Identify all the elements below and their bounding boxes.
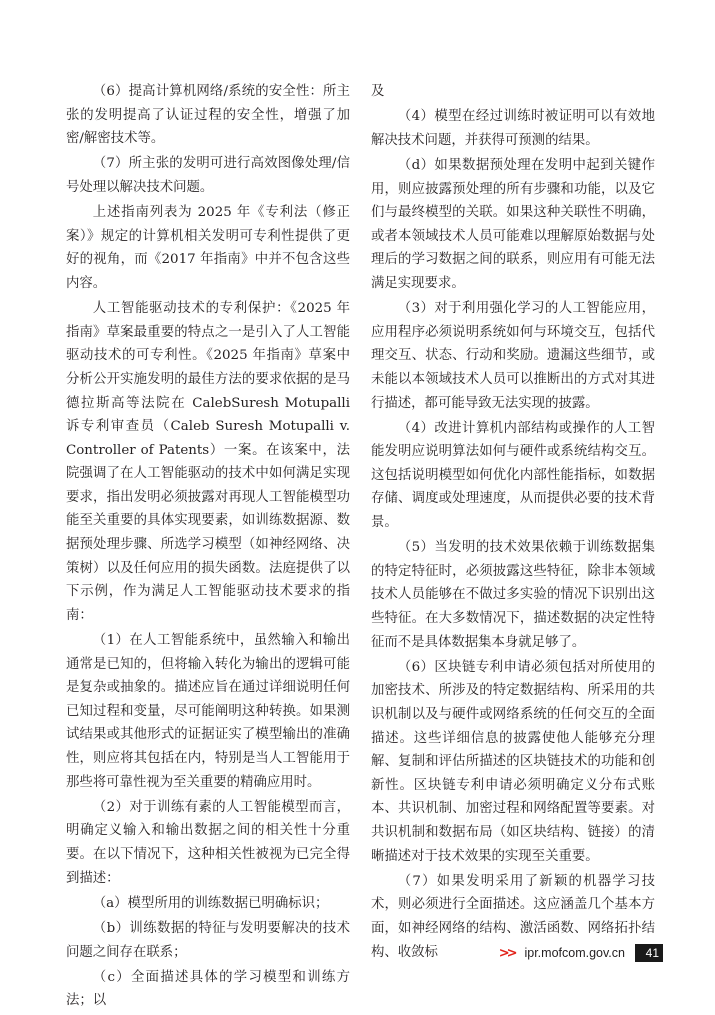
paragraph: （7）所主张的发明可进行高效图像处理/信号处理以解决技术问题。 <box>66 156 350 195</box>
footer-url[interactable]: ipr.mofcom.gov.cn <box>524 946 625 960</box>
paragraph-continuation: 及 <box>371 84 385 99</box>
paragraph: （d）如果数据预处理在发明中起到关键作用，则应披露预处理的所有步骤和功能，以及它们与最终模型的关联。如果这种关联性不明确，或者本领域技术人员可能难以理解原始数据与处理后的学习数据之间的联系，则应用有可能无法满足实现要求。 <box>371 157 655 291</box>
paragraph: 上述指南列表为 2025 年《专利法（修正案）》规定的计算机相关发明可专利性提供了更好的视角，而《2017 年指南》中并不包含这些内容。 <box>66 205 350 291</box>
paragraph: （c）全面描述具体的学习模型和训练方法；以 <box>66 969 350 1009</box>
paragraph: （1）在人工智能系统中，虽然输入和输出通常是已知的，但将输入转化为输出的逻辑可能是复杂或抽象的。描述应旨在通过详细说明任何已知过程和变量，尽可能阐明这种转换。如果测试结果或其他形式的证据证实了模型输出的准确性，则应将其包括在内，特别是当人工智能用于那些将可靠性视为至关重要的精确应用时。 <box>66 633 350 790</box>
paragraph: （a）模型所用的训练数据已明确标识； <box>92 895 329 911</box>
page-footer <box>499 944 663 962</box>
paragraph: （4）模型在经过训练时被证明可以有效地解决技术问题，并获得可预测的结果。 <box>371 109 655 148</box>
paragraph: 人工智能驱动技术的专利保护：《2025 年指南》草案最重要的特点之一是引入了人工智能驱动技术的可专利性。《2025 年指南》草案中分析公开实施发明的最佳方法的要求依据的是马德拉斯高等法院在 CalebSuresh Motupalli 诉专利审查员（Caleb Suresh Motupalli v. Controller of Patents）一案。在该案中，法院强调了在人工智能驱动的技术中如何满足实现要求，指出发明必须披露对再现人工智能模型功能至关重要的具体实现要素，如训练数据源、数据预处理步骤、所选学习模型（如神经网络、决策树）以及任何应用的损失函数。法庭提供了以下示例，作为满足人工智能驱动技术要求的指南： <box>66 301 350 623</box>
paragraph: （6）区块链专利申请必须包括对所使用的加密技术、所涉及的特定数据结构、所采用的共识机制以及与硬件或网络系统的任何交互的全面描述。这些详细信息的披露使他人能够充分理解、复制和评估所描述的区块链技术的功能和创新性。区块链专利申请必须明确定义分布式账本、共识机制、加密过程和网络配置等要素。对共识机制和数据布局（如区块结构、链接）的清晰描述对于技术效果的实现至关重要。 <box>371 659 655 864</box>
page-number: 41 <box>635 944 663 962</box>
paragraph: （5）当发明的技术效果依赖于训练数据集的特定特征时，必须披露这些特征，除非本领域技术人员能够在不做过多实验的情况下识别出这些特征。在大多数情况下，描述数据的决定性特征而不是具体数据集本身就足够了。 <box>371 540 655 650</box>
paragraph: （6）提高计算机网络/系统的安全性：所主张的发明提高了认证过程的安全性，增强了加密/解密技术等。 <box>66 84 350 147</box>
paragraph: （b）训练数据的特征与发明要解决的技术问题之间存在联系； <box>66 920 350 960</box>
right-column <box>371 80 655 966</box>
paragraph: （3）对于利用强化学习的人工智能应用，应用程序必须说明系统如何与环境交互，包括代理交互、状态、行动和奖励。遗漏这些细节，或未能以本领域技术人员可以推断出的方式对其进行描述，都可能导致无法实现的披露。 <box>371 301 655 411</box>
paragraph: （2）对于训练有素的人工智能模型而言，明确定义输入和输出数据之间的相关性十分重要。在以下情况下，这种相关性被视为已完全得到描述： <box>66 799 350 886</box>
paragraph: （4）改进计算机内部结构或操作的人工智能发明应说明算法如何与硬件或系统结构交互。这包括说明模型如何优化内部性能指标，如数据存储、调度或处理速度，从而提供必要的技术背景。 <box>371 420 655 531</box>
double-chevron-icon: >> <box>498 945 515 961</box>
left-column <box>66 80 350 1015</box>
paragraph: （7）如果发明采用了新颖的机器学习技术，则必须进行全面描述。这应涵盖几个基本方面，如神经网络的结构、激活函数、网络拓扑结构、收敛标 <box>371 873 655 960</box>
